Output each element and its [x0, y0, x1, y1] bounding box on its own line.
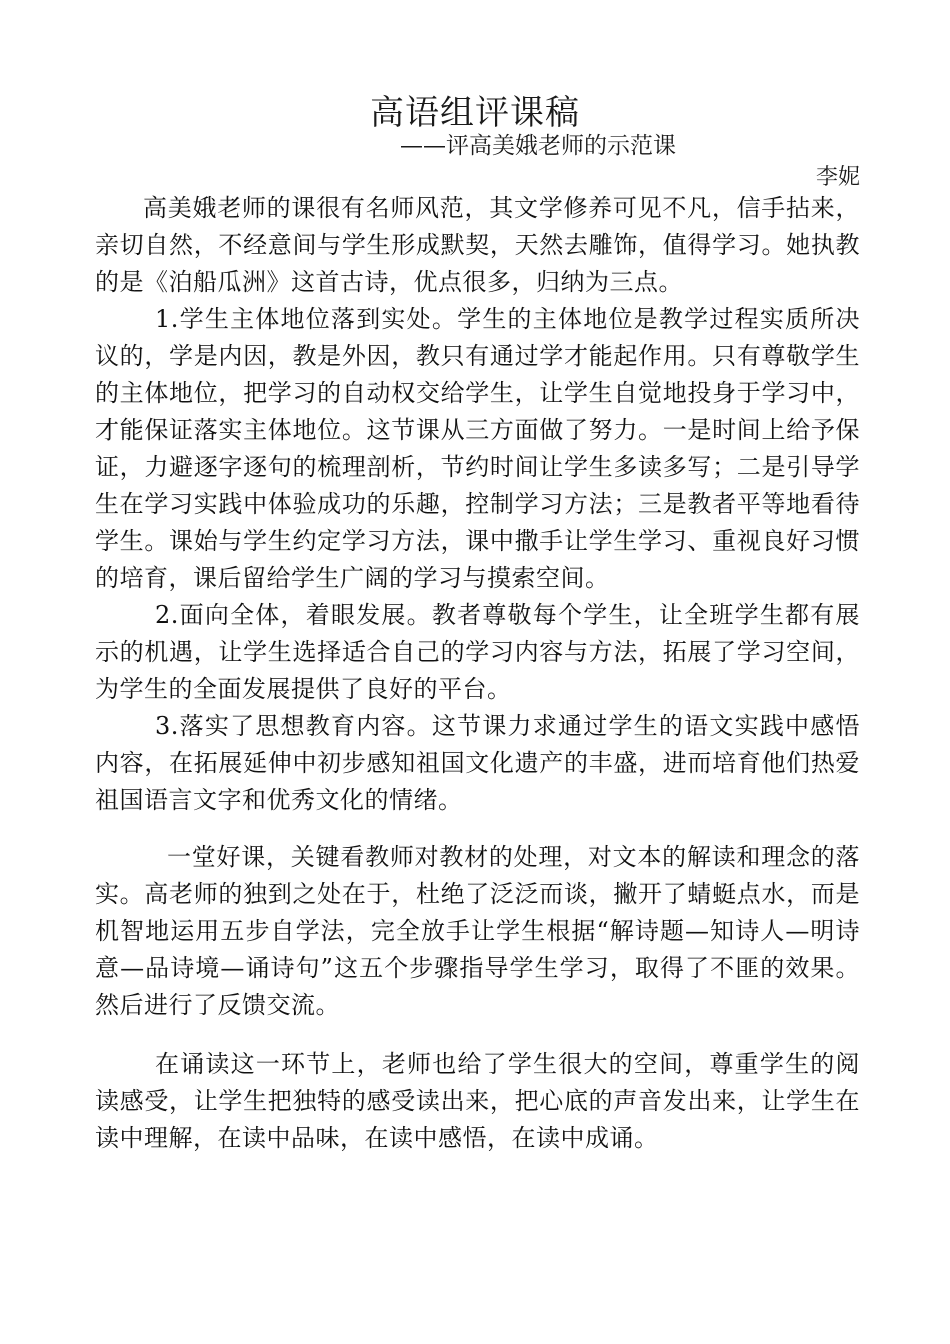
paragraph-point-3: 3.落实了思想教育内容。这节课力求通过学生的语文实践中感悟内容，在拓展延伸中初步感知祖国文化遗产的丰盛，进而培育他们热爱祖国语言文字和优秀文化的情绪。 [95, 712, 860, 814]
page-subtitle: ——评高美娥老师的示范课 [400, 133, 676, 159]
paragraph-intro: 高美娥老师的课很有名师风范，其文学修养可见不凡，信手拈来，亲切自然，不经意间与学生形成默契，天然去雕饰，值得学习。她执教的是《泊船瓜洲》这首古诗，优点很多，归纳为三点。 [95, 194, 860, 296]
paragraph-point-2: 2.面向全体，着眼发展。教者尊敬每个学生，让全班学生都有展示的机遇，让学生选择适合自己的学习内容与方法，拓展了学习空间，为学生的全面发展提供了良好的平台。 [95, 601, 860, 703]
paragraph-point-1: 1.学生主体地位落到实处。学生的主体地位是教学过程实质所决议的，学是内因，教是外因，教只有通过学才能起作用。只有尊敬学生的主体地位，把学习的自动权交给学生，让学生自觉地投身于学习中，才能保证落实主体地位。这节课从三方面做了努力。一是时间上给予保证，力避逐字逐句的梳理剖析，节约时间让学生多读多写；二是引导学生在学习实践中体验成功的乐趣，控制学习方法；三是教者平等地看待学生。课始与学生约定学习方法，课中撒手让学生学习、重视良好习惯的培育，课后留给学生广阔的学习与摸索空间。 [95, 305, 860, 592]
paragraph-good-lesson: 一堂好课，关键看教师对教材的处理，对文本的解读和理念的落实。高老师的独到之处在于，杜绝了泛泛而谈，撇开了蜻蜓点水，而是机智地运用五步自学法，完全放手让学生根据“解诗题—知诗人—明诗意—品诗境—诵诗句”这五个步骤指导学生学习，取得了不匪的效果。然后进行了反馈交流。 [95, 843, 860, 1019]
document-body [95, 190, 860, 1157]
page-title: 高语组评课稿 [370, 93, 580, 133]
paragraph-recitation: 在诵读这一环节上，老师也给了学生很大的空间，尊重学生的阅读感受，让学生把独特的感受读出来，把心底的声音发出来，让学生在读中理解，在读中品味，在读中感悟，在读中成诵。 [95, 1050, 860, 1152]
author-name: 李妮 [815, 165, 860, 190]
